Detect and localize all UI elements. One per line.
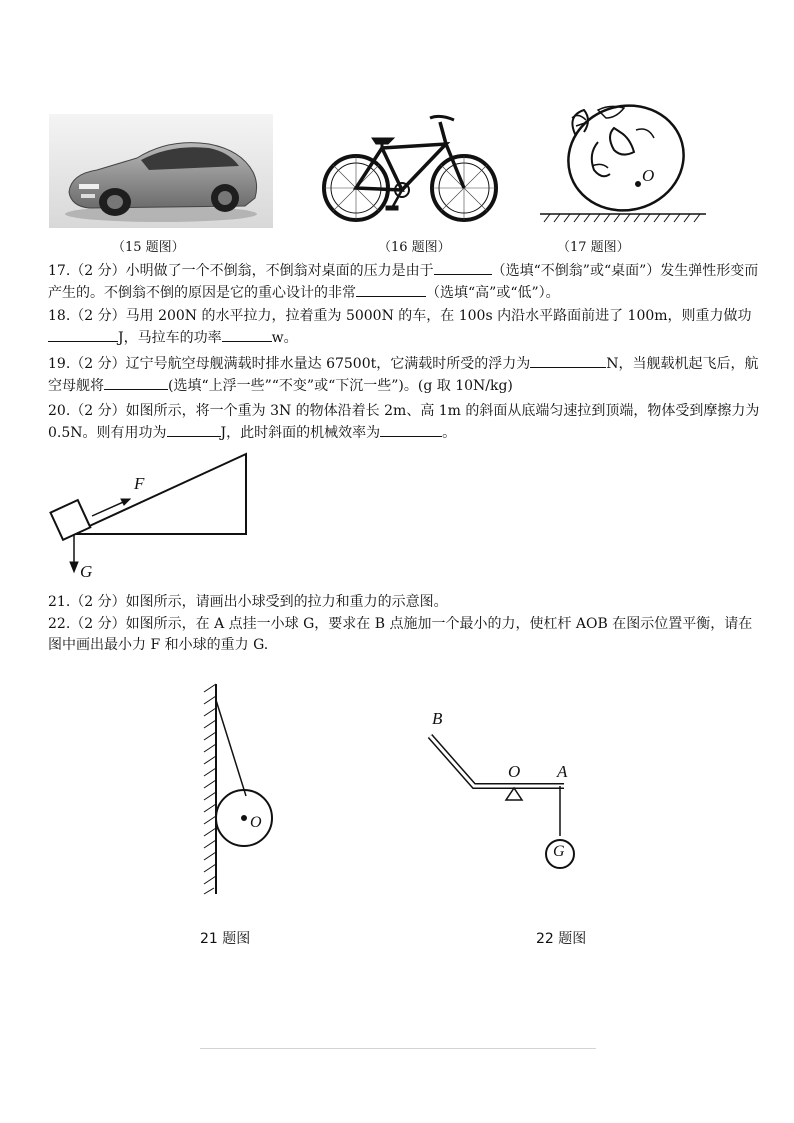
- caption-15: （15 题图）: [112, 240, 185, 255]
- question-text: J，马拉车的功率: [118, 330, 222, 346]
- figure22-label-b: B: [432, 709, 443, 728]
- question-number: 22.: [48, 616, 71, 632]
- answer-blank[interactable]: [530, 353, 606, 368]
- question-text: （选填“高”或“低”）。: [426, 285, 560, 301]
- question-score: （2 分）: [70, 356, 126, 372]
- figure22-ball-label: G: [553, 843, 565, 860]
- question-text: N，当舰载机起飞后，航空母舰将: [48, 356, 759, 394]
- car-image: [49, 114, 273, 228]
- question-score: （2 分）: [70, 403, 126, 419]
- question-number: 20.: [48, 403, 71, 419]
- question-number: 21.: [48, 594, 71, 610]
- footer-divider: [200, 1048, 596, 1049]
- question-21: [48, 592, 760, 613]
- question-score: （2 分）: [70, 308, 126, 324]
- answer-blank[interactable]: [167, 422, 221, 437]
- answer-blank[interactable]: [434, 260, 492, 275]
- figure-21: [196, 682, 296, 896]
- question-text: 如图所示，将一个重为 3N 的物体沿着长 2m、高 1m 的斜面从底端匀速拉到顶端，物体受到摩擦力为 0.5N。则有用功为: [48, 403, 760, 441]
- question-22: [48, 614, 760, 656]
- question-text: 。: [442, 425, 457, 441]
- question-text: (选填“上浮一些”“不变”或“下沉一些”)。(g 取 10N/kg): [168, 378, 513, 394]
- question-text: （选填“不倒翁”或“桌面”）发生弹性形变而产生的。不倒翁不倒的原因是它的重心设计的非常: [48, 263, 759, 301]
- question-number: 18.: [48, 308, 71, 324]
- egg-point-label: O: [642, 166, 655, 185]
- answer-blank[interactable]: [48, 327, 118, 342]
- answer-blank[interactable]: [356, 282, 426, 297]
- question-text: 马用 200N 的水平拉力，拉着重为 5000N 的车，在 100s 内沿水平路面前进了 100m，则重力做功: [125, 308, 752, 324]
- figure22-label-a: A: [557, 762, 568, 781]
- question-19: [48, 353, 760, 397]
- question-text: w。: [271, 330, 298, 346]
- roly-poly-image: [536, 96, 708, 224]
- answer-blank[interactable]: [380, 422, 442, 437]
- question-text: 如图所示，请画出小球受到的拉力和重力的示意图。: [125, 594, 448, 610]
- incline-figure: [44, 450, 264, 582]
- question-text: 辽宁号航空母舰满载时排水量达 67500t，它满载时所受的浮力为: [125, 356, 531, 372]
- question-20: [48, 401, 760, 444]
- gravity-g-label: G: [80, 562, 93, 581]
- question-text: J，此时斜面的机械效率为: [220, 425, 381, 441]
- answer-blank[interactable]: [222, 327, 272, 342]
- figure22-label-o: O: [508, 762, 521, 781]
- figure-22: [420, 700, 600, 880]
- force-f-label: F: [134, 474, 145, 493]
- question-score: （2 分）: [70, 594, 126, 610]
- question-18: [48, 306, 760, 349]
- caption-16: （16 题图）: [378, 240, 451, 255]
- question-17: [48, 260, 760, 304]
- figure22-caption: 22 题图: [536, 931, 587, 947]
- question-text: 小明做了一个不倒翁，不倒翁对桌面的压力是由于: [125, 263, 434, 279]
- caption-17: （17 题图）: [557, 240, 630, 255]
- question-score: （2 分）: [70, 616, 126, 632]
- question-text: 如图所示，在 A 点挂一小球 G，要求在 B 点施加一个最小的力，使杠杆 AOB 在图示位置平衡，请在图中画出最小力 F 和小球的重力 G.: [48, 616, 753, 653]
- bicycle-image: [320, 108, 500, 230]
- answer-blank[interactable]: [104, 375, 168, 390]
- question-number: 19.: [48, 356, 71, 372]
- question-score: （2 分）: [70, 263, 126, 279]
- figure21-point-label: O: [250, 814, 262, 831]
- question-number: 17.: [48, 263, 71, 279]
- figure21-caption: 21 题图: [200, 931, 251, 947]
